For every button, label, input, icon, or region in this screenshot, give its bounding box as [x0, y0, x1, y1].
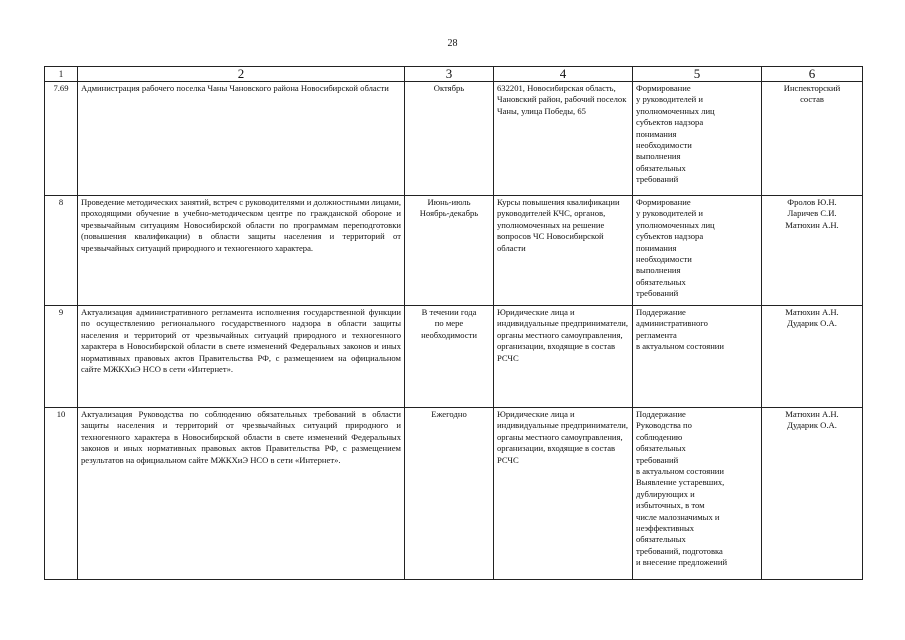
header-cell: 5 — [633, 67, 762, 82]
target-cell: Курсы повышения квалификации руководителей КЧС, органов, уполномоченных на решение вопросов ЧС Новосибирской области — [494, 196, 633, 306]
page-number: 28 — [447, 38, 458, 49]
result-line: требований, подготовка — [636, 545, 723, 556]
result-line: обязательных — [636, 534, 686, 545]
header-cell: 2 — [78, 67, 405, 82]
result-line: Поддержание — [636, 307, 686, 317]
responsible-line: Инспекторский — [783, 83, 841, 93]
period-line: Июнь-июль — [427, 197, 471, 207]
period-cell — [405, 306, 494, 408]
result-line: административного — [636, 318, 708, 329]
period-line: Ежегодно — [431, 409, 467, 419]
responsible-line: состав — [800, 94, 824, 105]
result-line: у руководителей и — [636, 208, 703, 219]
header-cell: 1 — [45, 67, 78, 82]
result-line: необходимости — [636, 140, 692, 151]
responsible-line: Ларичев С.И. — [787, 208, 837, 219]
header-cell: 6 — [762, 67, 863, 82]
result-line: субъектов надзора — [636, 231, 704, 242]
period-cell — [405, 408, 494, 580]
result-line: понимания — [636, 128, 677, 139]
result-cell — [633, 408, 762, 580]
result-line: выполнения — [636, 265, 681, 276]
result-line: выполнения — [636, 151, 681, 162]
period-line: Октябрь — [433, 83, 465, 93]
header-cell: 4 — [494, 67, 633, 82]
result-line: Формирование — [636, 83, 691, 93]
event-cell: Актуализация Руководства по соблюдению обязательных требований в области защиты населения и территорий от чрезвычайных ситуаций природного и техногенного характера в Новосибирской области в свете изменений Федеральных законов и иных нормативных правовых актов Правительства РФ, с размещением результатов на официальном сайте МЖКХиЭ НСО в сети «Интернет». — [78, 408, 405, 580]
result-line: обязательных — [636, 162, 686, 173]
table-header-row — [45, 67, 863, 82]
result-line: субъектов надзора — [636, 117, 704, 128]
result-line: Руководства по — [636, 420, 692, 431]
result-cell — [633, 82, 762, 196]
target-cell: Юридические лица и индивидуальные предприниматели, органы местного самоуправления, организации, входящие в состав РСЧС — [494, 306, 633, 408]
responsible-line: Матюхин А.Н. — [785, 219, 839, 230]
result-line: необходимости — [636, 254, 692, 265]
result-line: уполномоченных лиц — [636, 105, 715, 116]
result-cell — [633, 306, 762, 408]
row-number: 8 — [45, 196, 78, 306]
result-line: требований — [636, 454, 679, 465]
table-row — [45, 306, 863, 408]
result-line: избыточных, в том — [636, 500, 705, 511]
responsible-line: Матюхин А.Н. — [785, 409, 839, 419]
result-line: в актуальном состоянии — [636, 341, 724, 352]
result-line: Формирование — [636, 197, 691, 207]
result-line: соблюдению — [636, 431, 683, 442]
row-number: 9 — [45, 306, 78, 408]
result-line: у руководителей и — [636, 94, 703, 105]
result-line: обязательных — [636, 443, 686, 454]
result-line: уполномоченных лиц — [636, 219, 715, 230]
result-line: Поддержание — [636, 409, 686, 419]
target-cell: Юридические лица и индивидуальные предприниматели, органы местного самоуправления, организации, входящие в состав РСЧС — [494, 408, 633, 580]
result-line: обязательных — [636, 276, 686, 287]
result-line: требований — [636, 288, 679, 299]
result-line: и внесение предложений — [636, 557, 728, 568]
result-cell — [633, 196, 762, 306]
responsible-cell — [762, 306, 863, 408]
responsible-line: Матюхин А.Н. — [785, 307, 839, 317]
period-line: Ноябрь-декабрь — [419, 208, 479, 219]
header-cell: 3 — [405, 67, 494, 82]
result-line: дублирующих и — [636, 488, 695, 499]
responsible-line: Дударик О.А. — [787, 318, 837, 329]
event-cell: Проведение методических занятий, встреч с руководителями и должностными лицами, проходящими обучение в учебно-методическом центре по гражданской обороне и чрезвычайным ситуациям Новосибирской области по программам переподготовки (повышения квалификации) в области защиты населения и территорий от чрезвычайных ситуаций природного и техногенного характера. — [78, 196, 405, 306]
table-row — [45, 408, 863, 580]
period-line: необходимости — [421, 329, 477, 340]
responsible-cell — [762, 82, 863, 196]
period-line: по мере — [434, 318, 464, 329]
responsible-line: Дударик О.А. — [787, 420, 837, 431]
period-cell — [405, 82, 494, 196]
result-line: в актуальном состоянии — [636, 466, 724, 477]
result-line: Выявление устаревших, — [636, 477, 725, 488]
result-line: числе малозначимых и — [636, 511, 720, 522]
responsible-cell — [762, 408, 863, 580]
result-line: понимания — [636, 242, 677, 253]
table-row — [45, 196, 863, 306]
responsible-cell — [762, 196, 863, 306]
result-line: неэффективных — [636, 523, 695, 534]
table-row — [45, 82, 863, 196]
plan-table — [44, 66, 863, 580]
row-number: 10 — [45, 408, 78, 580]
result-line: регламента — [636, 329, 677, 340]
event-cell: Администрация рабочего поселка Чаны Чановского района Новосибирской области — [78, 82, 405, 196]
event-cell: Актуализация административного регламента исполнения государственной функции по осуществлению регионального государственного надзора в области защиты населения и территорий от чрезвычайных ситуаций природного и техногенного характера в Новосибирской области в свете изменений Федеральных законов и иных нормативных правовых актов Правительства РФ, с размещением на официальном сайте МЖКХиЭ НСО в сети «Интернет». — [78, 306, 405, 408]
target-cell: 632201, Новосибирская область, Чановский район, рабочий поселок Чаны, улица Победы, 65 — [494, 82, 633, 196]
period-line: В течении года — [421, 307, 477, 317]
responsible-line: Фролов Ю.Н. — [787, 197, 837, 207]
row-number: 7.69 — [45, 82, 78, 196]
result-line: требований — [636, 174, 679, 185]
period-cell — [405, 196, 494, 306]
